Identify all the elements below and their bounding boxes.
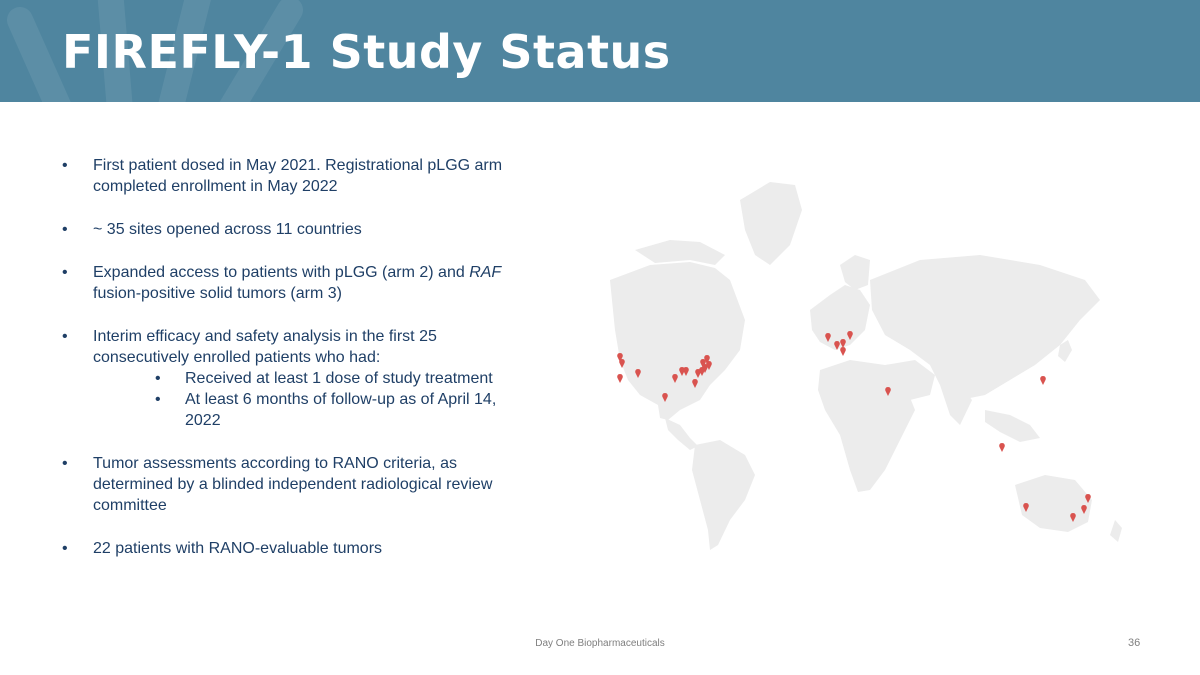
bullet-text-segment: Expanded access to patients with pLGG (arm 2) and <box>93 264 470 281</box>
sub-bullet-text: Received at least 1 dose of study treatment <box>185 370 493 387</box>
map-pin-icon <box>617 374 623 383</box>
europe <box>810 285 870 350</box>
canada-arctic <box>635 240 725 265</box>
bullet-marker: • <box>62 157 68 174</box>
bullet-item <box>62 538 532 559</box>
sub-bullet-marker: • <box>155 391 161 408</box>
south-america <box>692 440 755 550</box>
page-number: 36 <box>1128 637 1141 649</box>
bullet-text-line: ~ 35 sites opened across 11 countries <box>93 221 362 238</box>
bullet-text-line: fusion-positive solid tumors (arm 3) <box>93 285 342 302</box>
sub-bullet-text: At least 6 months of follow-up as of April 14, 2022 <box>185 391 497 429</box>
footer-company: Day One Biopharmaceuticals <box>535 638 665 649</box>
bullet-text-line: First patient dosed in May 2021. Registrational pLGG arm <box>93 157 503 174</box>
central-america <box>665 418 698 450</box>
world-map <box>540 170 1140 560</box>
bullet-text-line: consecutively enrolled patients who had: <box>93 349 381 366</box>
scandinavia <box>840 255 870 290</box>
southeast-asia <box>985 410 1040 442</box>
sub-bullet-item <box>93 389 532 431</box>
map-pin-icon <box>1040 376 1046 385</box>
bullet-text-line: determined by a blinded independent radiological review <box>93 476 493 493</box>
map-pin-icon <box>840 347 846 356</box>
new-zealand <box>1110 520 1122 542</box>
bullet-text-line: completed enrollment in May 2022 <box>93 178 338 195</box>
bullet-marker: • <box>62 221 68 238</box>
bullet-item <box>62 453 532 516</box>
bullet-marker: • <box>62 540 68 557</box>
bullet-item <box>62 326 532 431</box>
greenland <box>740 182 802 265</box>
sub-bullet-marker: • <box>155 370 161 387</box>
bullet-text-line: committee <box>93 497 167 514</box>
bullet-marker: • <box>62 264 68 281</box>
bullet-item <box>62 219 532 240</box>
map-pin-icon <box>999 443 1005 452</box>
bullet-text-line: Tumor assessments according to RANO criteria, as <box>93 455 457 472</box>
bullet-marker: • <box>62 328 68 345</box>
bullet-text-line <box>93 262 532 283</box>
bullet-text-line: 22 patients with RANO-evaluable tumors <box>93 540 383 557</box>
continents <box>610 182 1122 550</box>
bullet-item <box>62 155 532 197</box>
bullet-text-line: Interim efficacy and safety analysis in the first 25 <box>93 328 437 345</box>
bullet-list <box>62 155 532 581</box>
slide-title: FIREFLY-1 Study Status <box>62 25 671 79</box>
bullet-italic-term: RAF <box>469 264 502 281</box>
title-bar <box>0 0 1200 102</box>
north-america <box>610 262 745 420</box>
bullet-marker: • <box>62 455 68 472</box>
sub-bullet-item <box>93 368 532 389</box>
bullet-item <box>62 262 532 304</box>
